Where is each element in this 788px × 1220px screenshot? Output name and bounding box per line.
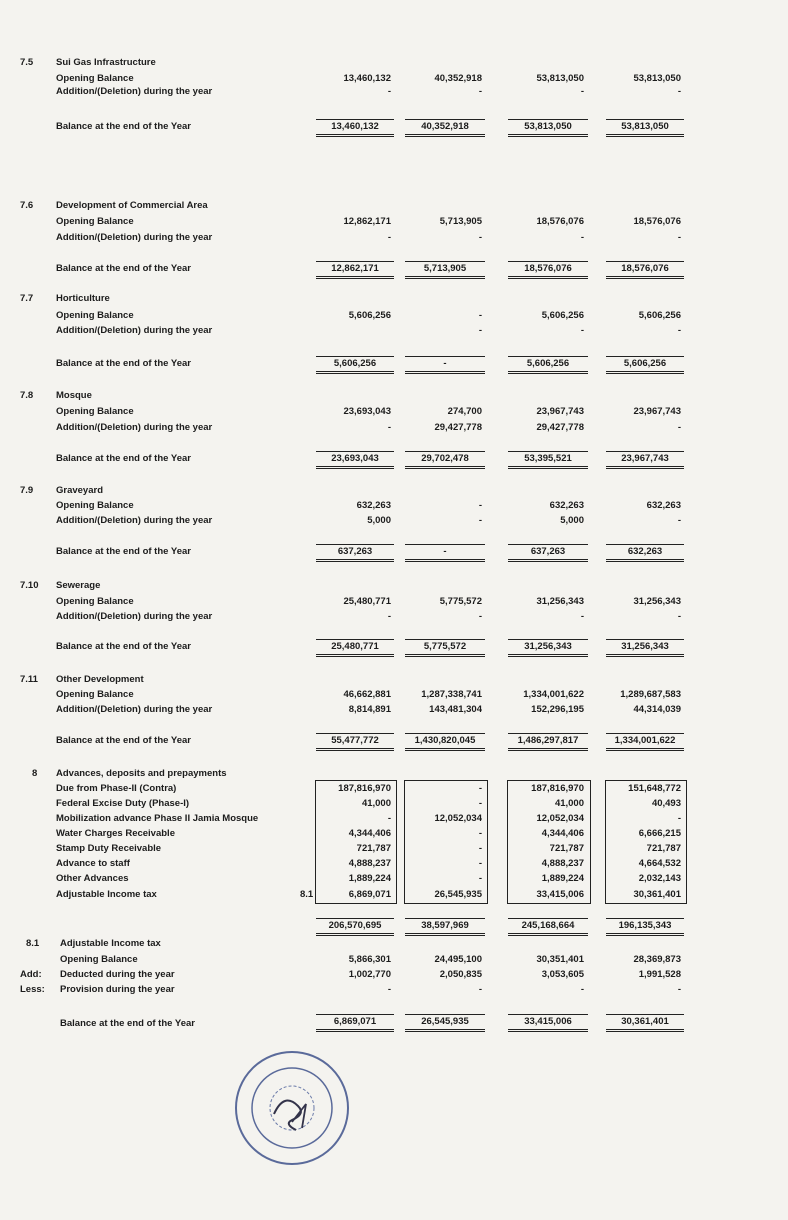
section-7-10-row-2-col-1: - [387,611,391,622]
section-8-column-box-2 [404,780,488,904]
section-8-row-1-col-1: 187,816,970 [338,783,391,794]
section-7-8-number: 7.8 [20,390,34,401]
section-8-row-2-col-4: 40,493 [651,798,681,809]
section-8-row-2-col-3: 41,000 [554,798,584,809]
section-7-5-row-label: Opening Balance [56,73,134,84]
section-7-11-row-2-col-3: 152,296,195 [531,704,584,715]
section-7-11-row-1-col-4: 1,289,687,583 [620,689,681,700]
section-8-column-box-1 [315,780,397,904]
section-7-10-row-1-col-4: 31,256,343 [633,596,681,607]
section-7-5-total-col-4: 53,813,050 [606,119,684,137]
section-7-11-total-label: Balance at the end of the Year [56,735,191,746]
section-7-6-row-1-col-2: 5,713,905 [439,216,482,227]
section-8-1-row-label: Opening Balance [60,954,138,965]
section-8-1-row-prefix: Less: [20,984,45,995]
section-7-7-number: 7.7 [20,293,34,304]
section-8-column-box-4 [605,780,687,904]
section-7-9-row-1-col-3: 632,263 [549,500,584,511]
section-7-11-row-2-col-1: 8,814,891 [348,704,391,715]
section-8-1-total-label: Balance at the end of the Year [60,1018,195,1029]
section-8-title: Advances, deposits and prepayments [56,768,227,779]
section-7-7-row-1-col-4: 5,606,256 [638,310,681,321]
section-8-1-row-1-col-1: 5,866,301 [348,954,391,965]
section-8-row-4-col-2: - [478,828,482,839]
section-8-row-8-col-4: 30,361,401 [633,889,681,900]
section-8-note-ref: 8.1 [300,889,314,900]
section-7-11-row-2-col-4: 44,314,039 [633,704,681,715]
section-7-9-total-col-4: 632,263 [606,544,684,562]
section-8-row-5-col-3: 721,787 [549,843,584,854]
section-7-10-total-col-1: 25,480,771 [316,639,394,657]
section-7-5-total-col-2: 40,352,918 [405,119,485,137]
section-7-5-row-1-col-1: 13,460,132 [343,73,391,84]
section-8-row-8-col-2: 26,545,935 [434,889,482,900]
section-7-11-row-2-col-2: 143,481,304 [429,704,482,715]
section-8-1-row-3-col-4: - [677,984,681,995]
section-8-row-4-col-1: 4,344,406 [348,828,391,839]
section-7-9-number: 7.9 [20,485,34,496]
section-7-7-total-col-2: - [405,356,485,374]
section-8-1-total-col-4: 30,361,401 [606,1014,684,1032]
section-8-row-label: Stamp Duty Receivable [56,843,162,854]
section-8-row-label: Advance to staff [56,858,130,869]
section-7-5-row-1-col-3: 53,813,050 [536,73,584,84]
section-8-row-4-col-3: 4,344,406 [541,828,584,839]
section-7-10-row-2-col-3: - [580,611,584,622]
section-8-1-row-1-col-3: 30,351,401 [536,954,584,965]
section-7-9-row-2-col-4: - [677,515,681,526]
section-7-9-row-2-col-3: 5,000 [560,515,584,526]
section-7-10-row-1-col-2: 5,775,572 [439,596,482,607]
section-8-1-total-col-3: 33,415,006 [508,1014,588,1032]
section-8-1-row-3-col-2: - [478,984,482,995]
section-7-6-row-2-col-3: - [580,232,584,243]
section-7-11-row-1-col-2: 1,287,338,741 [421,689,482,700]
section-7-5-number: 7.5 [20,57,34,68]
section-7-8-total-col-3: 53,395,521 [508,451,588,469]
section-8-row-6-col-3: 4,888,237 [541,858,584,869]
section-8-1-total-col-2: 26,545,935 [405,1014,485,1032]
section-7-7-total-col-4: 5,606,256 [606,356,684,374]
section-7-7-total-label: Balance at the end of the Year [56,358,191,369]
section-7-8-row-2-col-4: - [677,422,681,433]
section-7-10-row-label: Addition/(Deletion) during the year [56,611,213,622]
section-8-row-label: Water Charges Receivable [56,828,175,839]
section-7-6-row-label: Opening Balance [56,216,134,227]
section-8-row-3-col-3: 12,052,034 [536,813,584,824]
section-7-7-row-1-col-2: - [478,310,482,321]
section-8-row-7-col-3: 1,889,224 [541,873,584,884]
section-8-row-label: Mobilization advance Phase II Jamia Mosque [56,813,259,824]
section-7-8-row-1-col-3: 23,967,743 [536,406,584,417]
section-8-row-4-col-4: 6,666,215 [638,828,681,839]
section-7-7-row-1-col-3: 5,606,256 [541,310,584,321]
section-8-1-row-3-col-3: - [580,984,584,995]
section-7-11-total-col-1: 55,477,772 [316,733,394,751]
section-7-5-row-2-col-3: - [580,86,584,97]
section-7-7-total-col-3: 5,606,256 [508,356,588,374]
section-8-total-col-2: 38,597,969 [405,918,485,936]
section-7-10-total-col-3: 31,256,343 [508,639,588,657]
section-7-8-row-2-col-3: 29,427,778 [536,422,584,433]
section-7-7-total-col-1: 5,606,256 [316,356,394,374]
section-8-1-row-prefix: Add: [20,969,42,980]
section-7-6-total-col-4: 18,576,076 [606,261,684,279]
section-7-5-total-label: Balance at the end of the Year [56,121,191,132]
section-7-9-row-label: Opening Balance [56,500,134,511]
section-8-row-7-col-4: 2,032,143 [638,873,681,884]
section-7-10-row-2-col-4: - [677,611,681,622]
section-8-row-1-col-4: 151,648,772 [628,783,681,794]
section-8-row-8-col-1: 6,869,071 [348,889,391,900]
section-7-9-row-1-col-4: 632,263 [646,500,681,511]
section-7-6-row-2-col-2: - [478,232,482,243]
section-7-5-row-label: Addition/(Deletion) during the year [56,86,213,97]
section-7-10-row-2-col-2: - [478,611,482,622]
section-8-1-row-2-col-3: 3,053,605 [541,969,584,980]
section-8-row-5-col-2: - [478,843,482,854]
section-7-8-total-label: Balance at the end of the Year [56,453,191,464]
section-8-row-1-col-3: 187,816,970 [531,783,584,794]
section-7-10-row-1-col-3: 31,256,343 [536,596,584,607]
section-7-5-row-2-col-1: - [387,86,391,97]
section-8-row-7-col-2: - [478,873,482,884]
section-7-7-row-1-col-1: 5,606,256 [348,310,391,321]
section-7-7-title: Horticulture [56,293,110,304]
section-7-6-title: Development of Commercial Area [56,200,208,211]
section-7-5-total-col-1: 13,460,132 [316,119,394,137]
section-7-5-row-1-col-2: 40,352,918 [434,73,482,84]
section-8-column-box-3 [507,780,591,904]
section-7-9-total-col-2: - [405,544,485,562]
section-7-10-number: 7.10 [20,580,39,591]
section-8-total-col-1: 206,570,695 [316,918,394,936]
section-8-row-2-col-2: - [478,798,482,809]
section-7-8-row-1-col-2: 274,700 [447,406,482,417]
section-8-1-row-2-col-2: 2,050,835 [439,969,482,980]
section-8-row-6-col-2: - [478,858,482,869]
section-8-total-col-4: 196,135,343 [606,918,684,936]
section-7-8-row-2-col-1: - [387,422,391,433]
section-7-9-row-2-col-2: - [478,515,482,526]
section-8-row-7-col-1: 1,889,224 [348,873,391,884]
section-8-1-title: Adjustable Income tax [60,938,161,949]
section-7-6-total-col-3: 18,576,076 [508,261,588,279]
section-7-11-row-1-col-3: 1,334,001,622 [523,689,584,700]
section-7-9-total-col-3: 637,263 [508,544,588,562]
section-7-5-row-2-col-4: - [677,86,681,97]
section-8-row-label: Adjustable Income tax [56,889,157,900]
section-7-6-total-col-2: 5,713,905 [405,261,485,279]
section-7-6-total-label: Balance at the end of the Year [56,263,191,274]
section-7-9-title: Graveyard [56,485,104,496]
section-7-8-total-col-1: 23,693,043 [316,451,394,469]
section-7-9-row-1-col-2: - [478,500,482,511]
section-7-5-row-1-col-4: 53,813,050 [633,73,681,84]
section-7-7-row-2-col-3: - [580,325,584,336]
section-8-row-5-col-1: 721,787 [356,843,391,854]
section-7-11-total-col-3: 1,486,297,817 [508,733,588,751]
section-7-7-row-2-col-2: - [478,325,482,336]
section-7-7-row-2-col-4: - [677,325,681,336]
section-7-10-row-1-col-1: 25,480,771 [343,596,391,607]
section-8-row-label: Other Advances [56,873,129,884]
section-8-row-3-col-2: 12,052,034 [434,813,482,824]
section-7-6-row-2-col-1: - [387,232,391,243]
section-7-11-row-label: Addition/(Deletion) during the year [56,704,213,715]
section-7-8-total-col-2: 29,702,478 [405,451,485,469]
section-7-11-total-col-2: 1,430,820,045 [405,733,485,751]
section-8-total-col-3: 245,168,664 [508,918,588,936]
section-7-11-total-col-4: 1,334,001,622 [606,733,684,751]
section-7-6-number: 7.6 [20,200,34,211]
section-8-1-number: 8.1 [26,938,40,949]
section-7-8-title: Mosque [56,390,92,401]
section-7-8-row-2-col-2: 29,427,778 [434,422,482,433]
section-7-6-row-1-col-4: 18,576,076 [633,216,681,227]
section-7-6-row-1-col-3: 18,576,076 [536,216,584,227]
section-8-1-row-3-col-1: - [387,984,391,995]
section-8-1-row-2-col-1: 1,002,770 [348,969,391,980]
section-7-6-row-2-col-4: - [677,232,681,243]
section-8-row-5-col-4: 721,787 [646,843,681,854]
section-7-8-row-1-col-4: 23,967,743 [633,406,681,417]
section-8-row-label: Due from Phase-II (Contra) [56,783,177,794]
section-7-8-row-1-col-1: 23,693,043 [343,406,391,417]
section-8-row-2-col-1: 41,000 [361,798,391,809]
section-7-6-total-col-1: 12,862,171 [316,261,394,279]
section-8-1-total-col-1: 6,869,071 [316,1014,394,1032]
section-7-5-title: Sui Gas Infrastructure [56,57,156,68]
section-8-1-row-label: Provision during the year [60,984,175,995]
section-8-row-label: Federal Excise Duty (Phase-I) [56,798,190,809]
section-8-row-8-col-3: 33,415,006 [536,889,584,900]
section-7-11-row-label: Opening Balance [56,689,134,700]
section-7-9-row-1-col-1: 632,263 [356,500,391,511]
section-7-8-total-col-4: 23,967,743 [606,451,684,469]
section-7-5-row-2-col-2: - [478,86,482,97]
section-7-9-total-label: Balance at the end of the Year [56,546,191,557]
section-7-5-total-col-3: 53,813,050 [508,119,588,137]
section-8-1-row-label: Deducted during the year [60,969,175,980]
section-7-9-total-col-1: 637,263 [316,544,394,562]
auditor-stamp-icon [232,1048,352,1168]
section-7-7-row-label: Addition/(Deletion) during the year [56,325,213,336]
section-7-8-row-label: Opening Balance [56,406,134,417]
section-7-10-total-label: Balance at the end of the Year [56,641,191,652]
section-7-6-row-1-col-1: 12,862,171 [343,216,391,227]
section-7-7-row-label: Opening Balance [56,310,134,321]
section-7-11-row-1-col-1: 46,662,881 [343,689,391,700]
section-7-6-row-label: Addition/(Deletion) during the year [56,232,213,243]
section-8-row-6-col-1: 4,888,237 [348,858,391,869]
section-7-10-total-col-2: 5,775,572 [405,639,485,657]
section-8-row-1-col-2: - [478,783,482,794]
section-8-row-6-col-4: 4,664,532 [638,858,681,869]
section-7-10-total-col-4: 31,256,343 [606,639,684,657]
section-8-1-row-1-col-4: 28,369,873 [633,954,681,965]
section-7-9-row-label: Addition/(Deletion) during the year [56,515,213,526]
section-7-9-row-2-col-1: 5,000 [367,515,391,526]
section-7-11-title: Other Development [56,674,144,685]
section-8-row-3-col-1: - [387,813,391,824]
section-8-row-3-col-4: - [677,813,681,824]
section-8-1-row-2-col-4: 1,991,528 [638,969,681,980]
section-7-11-number: 7.11 [20,674,38,685]
section-8-1-row-1-col-2: 24,495,100 [434,954,482,965]
section-7-10-title: Sewerage [56,580,101,591]
section-8-number: 8 [32,768,38,779]
section-7-8-row-label: Addition/(Deletion) during the year [56,422,213,433]
section-7-10-row-label: Opening Balance [56,596,134,607]
